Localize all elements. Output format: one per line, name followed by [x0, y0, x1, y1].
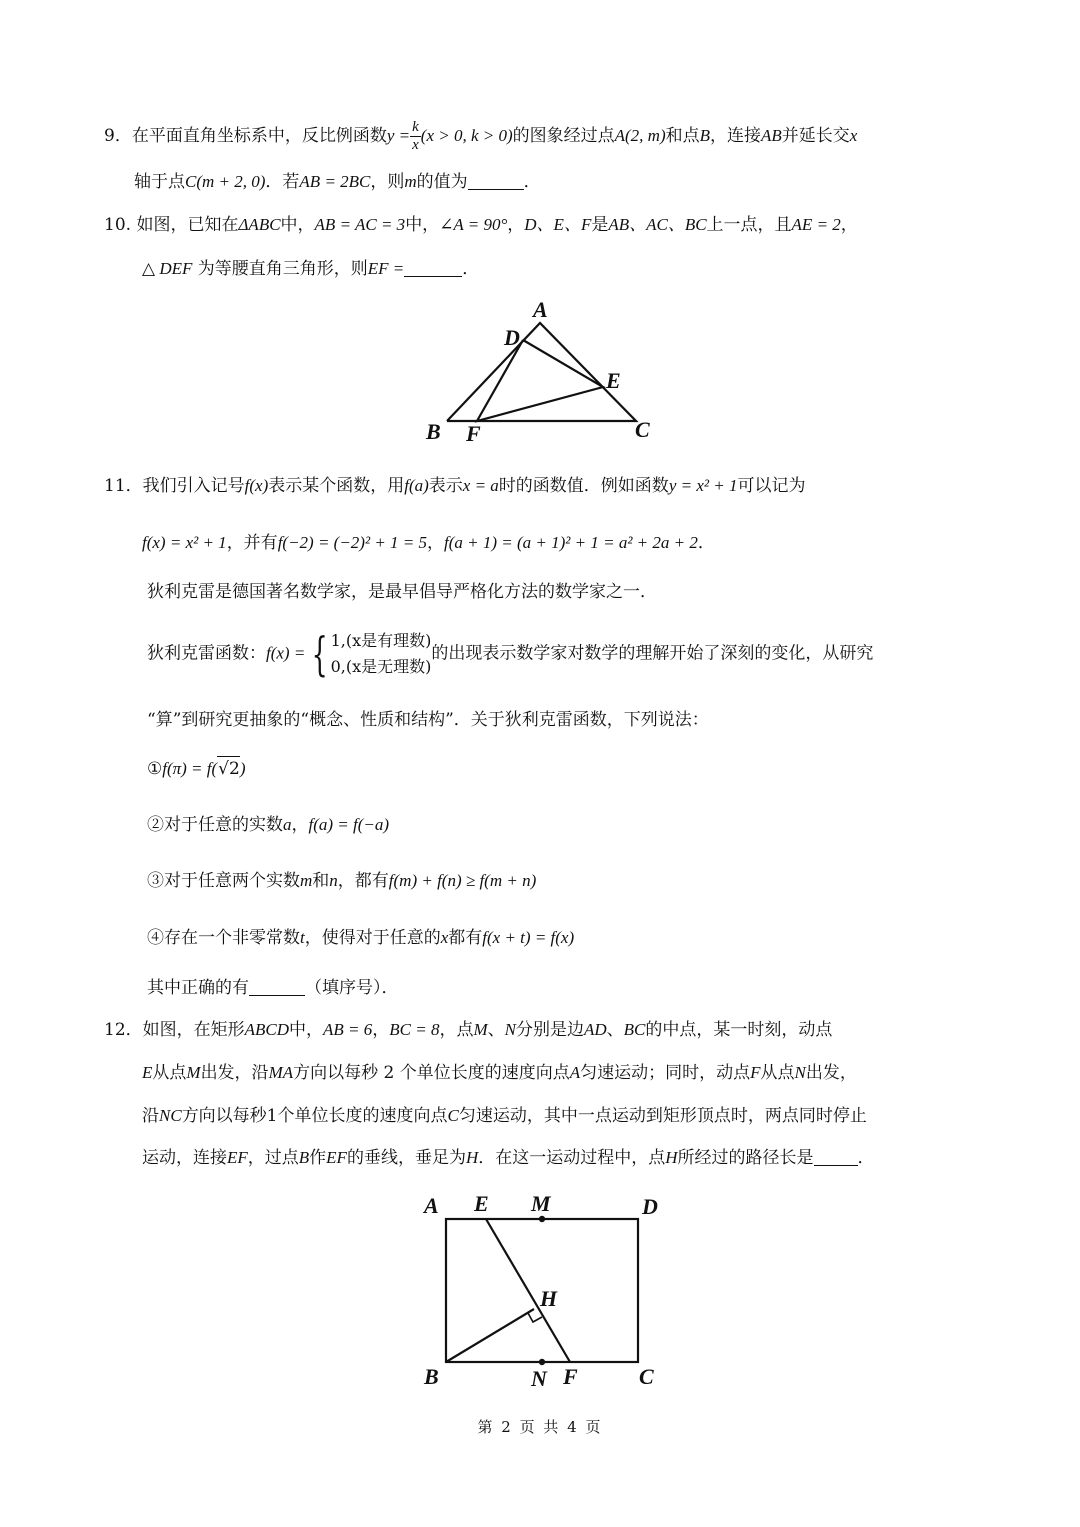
q11-l4-fx: f(x) =	[266, 643, 306, 663]
q11-case1: 1,(x是有理数)	[330, 631, 432, 650]
q12-l2-text4: 匀速运动；同时，动点	[580, 1063, 751, 1083]
q11-dirichlet-intro: 狄利克雷是德国著名数学家，是最早倡导严格化方法的数学家之一．	[147, 582, 657, 602]
q11-line3	[147, 580, 657, 604]
q9-pointA: A(2, m)	[614, 126, 666, 145]
q11-opt2-comma: ，	[291, 815, 309, 835]
q11-brace: {	[311, 627, 329, 681]
q11-text: 我们引入记号	[142, 476, 245, 496]
q9-answer-blank[interactable]	[468, 171, 524, 190]
q11-answer-text: 其中正确的有	[147, 978, 249, 998]
q12-comma: ，	[372, 1020, 390, 1040]
q12-l4-text2: ，过点	[247, 1148, 299, 1168]
q12-l3-text3: 匀速运动，其中一点运动到矩形顶点时，两点同时停止	[458, 1106, 867, 1126]
q12-label-B: B	[424, 1364, 439, 1389]
q9-text5: 并延长交	[781, 126, 850, 146]
q11-opt1	[147, 756, 246, 781]
q9-period: ．	[523, 172, 541, 192]
q12-label-F: F	[563, 1364, 578, 1389]
q10-tri-def: △ DEF	[142, 259, 193, 278]
q12-label-C: C	[639, 1364, 654, 1389]
q12-number: 12．	[104, 1020, 143, 1040]
q11-opt1-mark: ①	[147, 759, 163, 779]
q11-line2	[142, 531, 715, 555]
q9-frac-num: k	[412, 119, 419, 135]
q9-line2	[134, 170, 541, 194]
q10-text: 如图，已知在	[136, 215, 239, 235]
q10-label-A: A	[533, 297, 548, 322]
q11-answer-blank[interactable]	[249, 977, 305, 996]
q12-l2-N: N	[794, 1063, 806, 1082]
q12-text3: ，点	[439, 1020, 474, 1040]
q10-line2	[142, 257, 479, 281]
q11-opt4-t: t	[300, 928, 305, 947]
q10-label-B: B	[426, 419, 441, 444]
q11-opt2-text: ②对于任意的实数	[147, 815, 283, 835]
q9-fraction	[410, 119, 421, 154]
q10-eq1: AB = AC = 3	[314, 215, 406, 234]
q12-sep: 、	[487, 1020, 505, 1040]
q10-label-C: C	[635, 417, 650, 442]
q11-fx: f(x)	[244, 476, 269, 495]
q10-number: 10.	[104, 215, 132, 235]
q10-text3: 是	[591, 215, 609, 235]
q12-label-N: N	[531, 1366, 547, 1391]
q10-triangle-def	[477, 340, 603, 421]
q12-l2-MA: MA	[268, 1063, 294, 1082]
q12-period: ．	[857, 1148, 875, 1168]
q12-sep2: 、	[606, 1020, 624, 1040]
q11-opt4-eq: f(x + t) = f(x)	[482, 928, 575, 947]
q11-cases	[331, 628, 432, 680]
q10-triangle: ΔABC	[238, 215, 281, 234]
q10-eq2: AE = 2	[791, 215, 841, 234]
q12-l2-text3: 方向以每秒 2 个单位长度的速度向点	[293, 1063, 570, 1083]
q10-angle: ∠A = 90°	[439, 215, 508, 234]
q12-rectangle-figure	[418, 1188, 678, 1394]
q11-l4-label: 狄利克雷函数：	[147, 643, 266, 664]
q11-answer-line	[147, 976, 399, 1000]
q11-l5-text: “算”到研究更抽象的“概念、性质和结构”．关于狄利克雷函数，下列说法：	[147, 710, 709, 730]
q11-opt3-m: m	[300, 871, 313, 890]
q9-line1	[104, 119, 857, 154]
q11-opt2-var: a	[283, 815, 292, 834]
q11-opt3-text: ③对于任意两个实数	[147, 871, 300, 891]
q12-line4	[142, 1146, 875, 1170]
q12-l4-text3: 作	[309, 1148, 327, 1168]
q12-l2-text2: 出发，沿	[200, 1063, 269, 1083]
q12-label-H: H	[540, 1286, 558, 1311]
q12-l3-text: 沿	[142, 1106, 159, 1126]
q11-case2: 0,(x是无理数)	[330, 657, 432, 676]
q11-opt4-text2: ，使得对于任意的	[304, 928, 441, 948]
q12-line2	[142, 1061, 857, 1085]
q10-text2: 中，	[280, 215, 315, 235]
q12-right-angle-mark	[528, 1313, 542, 1322]
q10-text2b: 中，	[405, 215, 440, 235]
q11-line5	[147, 708, 709, 732]
q11-l2-text: ，并有	[226, 533, 278, 553]
q11-opt3-eq: f(m) + f(n) ≥ f(m + n)	[388, 871, 537, 890]
q12-l4-H2: H	[665, 1148, 678, 1167]
q9-l2-text: 轴于点	[134, 172, 185, 192]
q12-l2-A: A	[569, 1063, 581, 1082]
q12-text5: 的中点，某一时刻，动点	[645, 1020, 833, 1040]
q11-xa: x = a	[462, 476, 499, 495]
q9-text2: 的图象经过点	[512, 126, 615, 146]
q12-text2: 中，	[289, 1020, 324, 1040]
q12-line3	[142, 1104, 867, 1128]
q11-eq-b: f(−2) = (−2)² + 1 = 5	[277, 533, 428, 552]
q12-l4-text5: ．在这一运动过程中，点	[478, 1148, 666, 1168]
q11-line1	[104, 474, 805, 498]
q11-eq-a: f(x) = x² + 1	[142, 533, 227, 552]
q9-xaxis: x	[849, 126, 858, 145]
q11-opt1-sqrt: √2	[217, 756, 240, 781]
q9-l2-text3: ，则	[370, 172, 405, 192]
q10-comma: ，	[840, 215, 858, 235]
q11-opt3-text2: ，都有	[337, 871, 389, 891]
q12-n: N	[504, 1020, 516, 1039]
q11-opt2	[147, 813, 389, 837]
q11-opt4-text3: 都有	[448, 928, 483, 948]
q9-text: 在平面直角坐标系中，反比例函数	[131, 126, 387, 146]
q10-ef: EF =	[367, 259, 405, 278]
q11-yx: y = x² + 1	[668, 476, 738, 495]
q11-opt3-n: n	[329, 871, 338, 890]
q10-answer-blank[interactable]	[404, 258, 462, 277]
q11-opt3-and: 和	[312, 871, 330, 891]
q10-label-D: D	[504, 325, 520, 350]
q12-text4: 分别是边	[516, 1020, 584, 1040]
q9-cond: (x > 0, k > 0)	[420, 126, 513, 145]
page-footer: 第 2 页 共 4 页	[477, 1418, 603, 1436]
q12-point-m	[539, 1216, 545, 1222]
q11-fa: f(a)	[404, 476, 429, 495]
q11-answer-hint: （填序号）．	[305, 978, 399, 998]
q11-text3: 表示	[428, 476, 463, 496]
q10-triangle-figure	[420, 295, 660, 445]
q9-l2-text4: 的值为	[416, 172, 468, 192]
q11-text5: 可以记为	[737, 476, 806, 496]
q12-ab: AB = 6	[323, 1020, 373, 1039]
q11-opt1-close: )	[239, 759, 246, 778]
q11-opt1-eq: f(π) = f(	[162, 759, 218, 778]
q12-answer-blank[interactable]	[814, 1147, 858, 1166]
q12-ad: AD	[584, 1020, 607, 1039]
q11-l2-period: ．	[697, 533, 715, 553]
q12-l2-text5: 从点	[760, 1063, 795, 1083]
q9-func: y =	[386, 126, 411, 145]
q12-l3-NC: NC	[159, 1106, 182, 1125]
q12-label-M: M	[531, 1191, 551, 1216]
q10-line1: 10. 如图，已知在ΔABC中，AB = AC = 3中，∠A = 90°，D、E、F是AB、AC、BC上一点，且AE = 2，	[104, 215, 858, 235]
q11-number: 11．	[104, 476, 143, 496]
q11-line4	[147, 628, 873, 682]
q12-l4-H: H	[465, 1148, 479, 1167]
q12-l4-EF2: EF	[326, 1148, 347, 1167]
q12-label-E: E	[474, 1191, 489, 1216]
q11-text4: 时的函数值．例如函数	[498, 476, 669, 496]
q9-equation: AB = 2BC	[299, 172, 371, 191]
q10-label-E: E	[606, 368, 621, 393]
q12-label-D: D	[642, 1194, 658, 1219]
q12-text: 如图，在矩形	[142, 1020, 245, 1040]
q11-opt3	[147, 869, 536, 893]
q10-l2-text: 为等腰直角三角形，则	[197, 259, 368, 279]
q9-frac-den: x	[412, 137, 419, 153]
q10-sides: AB、AC、BC	[608, 215, 707, 234]
q12-rect: ABCD	[244, 1020, 290, 1039]
q12-l3-text2: 方向以每秒1个单位长度的速度向点	[181, 1106, 448, 1126]
q12-l4-text4: 的垂线，垂足为	[346, 1148, 466, 1168]
q12-l2-F: F	[750, 1063, 761, 1082]
q11-opt4	[147, 926, 574, 950]
q12-l4-EF: EF	[227, 1148, 248, 1167]
q12-l2-M: M	[186, 1063, 201, 1082]
q11-opt2-eq: f(a) = f(−a)	[308, 815, 390, 834]
q12-m: M	[473, 1020, 488, 1039]
q9-text4: ，连接	[710, 126, 762, 146]
q9-number: 9．	[104, 126, 132, 146]
q12-l4-text6: 所经过的路径长是	[677, 1148, 814, 1168]
q9-pointB: B	[699, 126, 711, 145]
q10-points: D、E、F	[524, 215, 592, 234]
q10-period: ．	[462, 259, 480, 279]
q12-bc2: BC	[623, 1020, 646, 1039]
q12-l2-text: 从点	[152, 1063, 187, 1083]
q12-l2-E: E	[142, 1063, 153, 1082]
q12-label-A: A	[424, 1193, 439, 1218]
q11-l4-text: 的出现表示数学家对数学的理解开始了深刻的变化，从研究	[431, 643, 874, 664]
q10-label-F: F	[466, 421, 481, 445]
q9-var-m: m	[404, 172, 417, 191]
q12-l2-text6: 出发，	[805, 1063, 857, 1083]
q11-opt4-x: x	[440, 928, 449, 947]
q12-l4-B: B	[298, 1148, 310, 1167]
q12-line1	[104, 1018, 832, 1042]
q11-opt1-radicand: 2	[229, 759, 240, 779]
q12-l4-text: 运动，连接	[142, 1148, 227, 1168]
q9-pointC: C(m + 2, 0)	[185, 172, 266, 191]
q12-segment-ef	[486, 1219, 570, 1362]
q9-text3: 和点	[665, 126, 700, 146]
q11-l2-comma: ，	[427, 533, 445, 553]
q12-segment-bh	[446, 1309, 534, 1362]
q12-l3-C: C	[447, 1106, 459, 1125]
q9-l2-text2: ．若	[265, 172, 300, 192]
q12-bc: BC = 8	[389, 1020, 440, 1039]
q12-point-n	[539, 1359, 545, 1365]
q9-segAB: AB	[761, 126, 782, 145]
q11-text2: 表示某个函数，用	[268, 476, 405, 496]
q10-text4: 上一点，且	[706, 215, 792, 235]
q11-opt4-text: ④存在一个非零常数	[147, 928, 300, 948]
q11-eq-c: f(a + 1) = (a + 1)² + 1 = a² + 2a + 2	[444, 533, 698, 552]
